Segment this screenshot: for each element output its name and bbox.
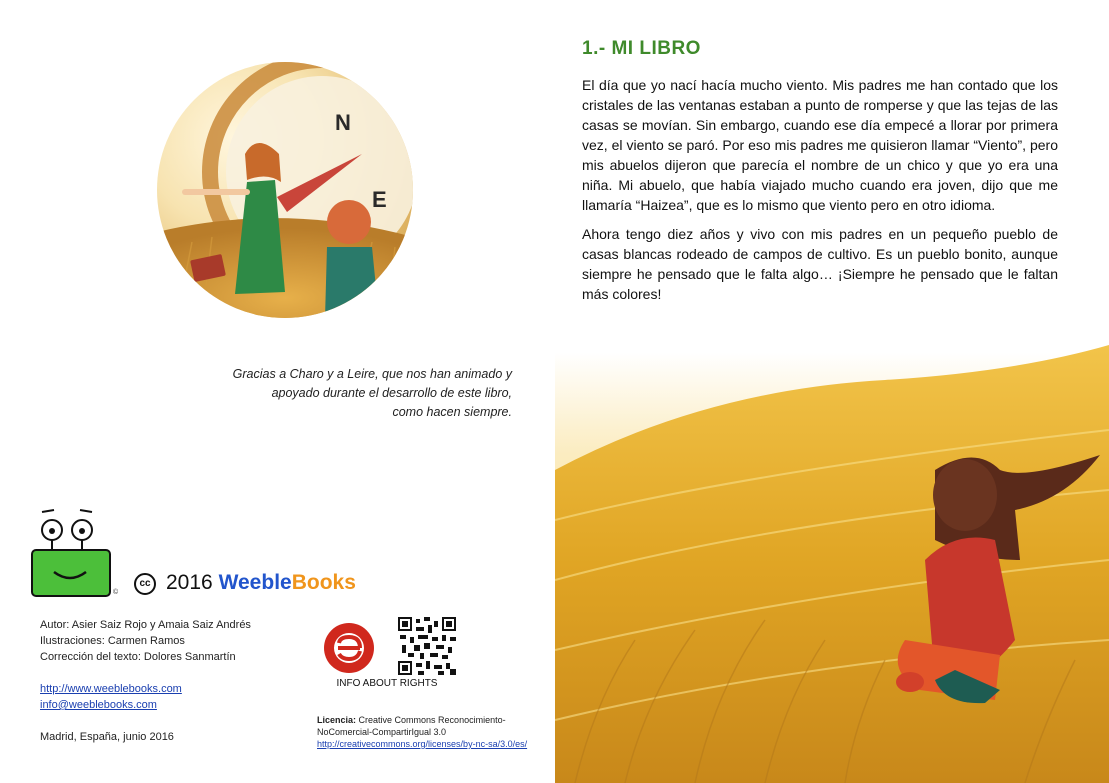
copyright-registry-icon[interactable] (322, 621, 376, 675)
dedication-line: Gracias a Charo y a Leire, que nos han animado y (232, 367, 512, 381)
chapter-body (582, 75, 1058, 313)
compass-illustration (157, 62, 413, 318)
license-label: Licencia: (317, 715, 357, 725)
brand-books: Books (291, 571, 356, 594)
creative-commons-icon: cc (134, 573, 156, 595)
svg-text:N: N (335, 110, 351, 135)
correction-line: Corrección del texto: Dolores Sanmartín (40, 651, 236, 663)
license-link[interactable]: http://creativecommons.org/licenses/by-nc-sa/3.0/es/ (317, 739, 528, 749)
dedication-line: como hacen siempre. (392, 405, 512, 419)
qr-code-icon[interactable] (398, 617, 456, 675)
mascot-copyright: © (113, 589, 119, 596)
chapter-title: 1.- MI LIBRO (582, 38, 701, 59)
weeblebooks-mascot-icon (30, 508, 122, 600)
rights-label[interactable]: INFO ABOUT RIGHTS (336, 678, 438, 689)
website-link[interactable]: http://www.weeblebooks.com (40, 683, 182, 695)
right-page (555, 0, 1109, 783)
publisher-logo (30, 508, 390, 603)
place-date: Madrid, España, junio 2016 (40, 731, 174, 743)
brand-wordmark (166, 571, 356, 595)
dedication-text (200, 365, 512, 422)
brand-weeble: Weeble (218, 571, 292, 594)
paragraph: Ahora tengo diez años y vivo con mis padres en un pequeño pueblo de casas blancas rodeado de campos de cultivo. Es un pueblo bonito, aunque siempre he pensado que le falta algo… ¡Siempre he pensado que le faltan más colores! (582, 226, 1058, 302)
paragraph: El día que yo nací hacía mucho viento. Mis padres me han contado que los cristales de las ventanas estaban a punto de romperse y que las tejas de las casas se movían. Sin embargo, cuando ese día empecé a llorar por primera vez, el viento se paró. Por eso mis padres me quisieron llamar “Viento”, pero mis abuelos dijeron que parecía el nombre de un chico y que yo era una niña. Mi abuelo, que había viajado mucho cuando era joven, dijo que me llamaría “Haizea”, que es lo mismo que viento pero en otro idioma. (582, 77, 1058, 213)
svg-text:E: E (372, 187, 387, 212)
brand-year: 2016 (166, 571, 213, 594)
license-block (317, 714, 547, 750)
license-text-1: Creative Commons Reconocimiento- (358, 715, 506, 725)
author-line: Autor: Asier Saiz Rojo y Amaia Saiz Andrés (40, 619, 251, 631)
email-link[interactable]: info@weeblebooks.com (40, 699, 157, 711)
credits-block (40, 617, 251, 745)
rights-block[interactable] (318, 615, 468, 695)
illustrations-line: Ilustraciones: Carmen Ramos (40, 635, 185, 647)
dedication-line: apoyado durante el desarrollo de este libro, (271, 386, 512, 400)
license-text-2: NoComercial-CompartirIgual 3.0 (317, 727, 447, 737)
